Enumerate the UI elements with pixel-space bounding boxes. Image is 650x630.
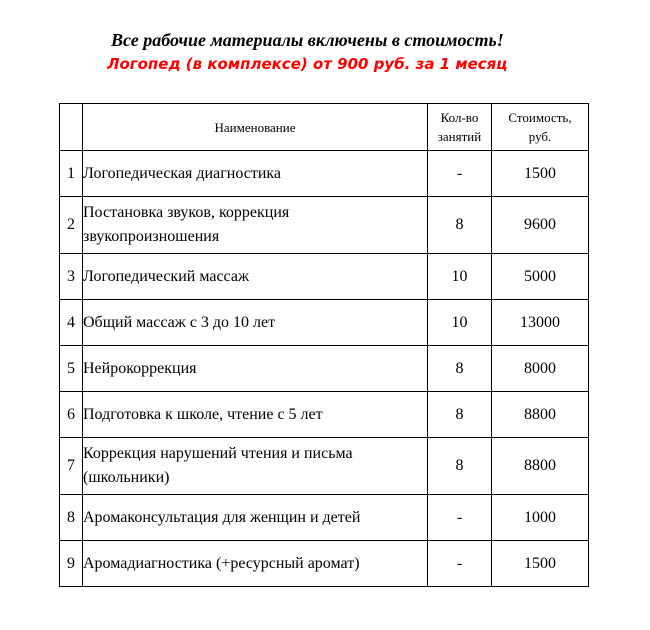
header-quantity bbox=[428, 104, 492, 151]
service-name: Подготовка к школе, чтение с 5 лет bbox=[83, 392, 428, 438]
session-count: 8 bbox=[428, 197, 492, 254]
service-cost: 8800 bbox=[492, 438, 589, 495]
session-count: 10 bbox=[428, 254, 492, 300]
price-table bbox=[59, 103, 589, 587]
table-row bbox=[60, 438, 589, 495]
table-row bbox=[60, 197, 589, 254]
service-name: Аромадиагностика (+ресурсный аромат) bbox=[83, 541, 428, 587]
table-row bbox=[60, 346, 589, 392]
session-count: - bbox=[428, 495, 492, 541]
table-row bbox=[60, 151, 589, 197]
session-count: - bbox=[428, 151, 492, 197]
service-name: Логопедическая диагностика bbox=[83, 151, 428, 197]
service-cost: 8000 bbox=[492, 346, 589, 392]
session-count: 8 bbox=[428, 346, 492, 392]
header-quantity-line1: Кол-во bbox=[440, 110, 479, 125]
service-cost: 13000 bbox=[492, 300, 589, 346]
header-cost-line1: Стоимость, bbox=[508, 110, 572, 125]
session-count: 10 bbox=[428, 300, 492, 346]
service-name: Коррекция нарушений чтения и письма (школьники) bbox=[83, 438, 428, 495]
row-number: 8 bbox=[60, 495, 83, 541]
service-cost: 8800 bbox=[492, 392, 589, 438]
service-name: Нейрокоррекция bbox=[83, 346, 428, 392]
row-number: 4 bbox=[60, 300, 83, 346]
header-number bbox=[60, 104, 83, 151]
header-cost-line2: руб. bbox=[528, 129, 552, 144]
row-number: 9 bbox=[60, 541, 83, 587]
service-cost: 9600 bbox=[492, 197, 589, 254]
materials-included-heading: Все рабочие материалы включены в стоимость! bbox=[111, 30, 504, 50]
session-count: 8 bbox=[428, 438, 492, 495]
service-name: Постановка звуков, коррекция звукопроизношения bbox=[83, 197, 428, 254]
service-name: Общий массаж с 3 до 10 лет bbox=[83, 300, 428, 346]
row-number: 1 bbox=[60, 151, 83, 197]
table-row bbox=[60, 392, 589, 438]
header-quantity-line2: занятий bbox=[437, 129, 482, 144]
service-name: Логопедический массаж bbox=[83, 254, 428, 300]
table-row bbox=[60, 254, 589, 300]
row-number: 7 bbox=[60, 438, 83, 495]
service-name: Аромаконсультация для женщин и детей bbox=[83, 495, 428, 541]
table-header-row bbox=[60, 104, 589, 151]
table-row bbox=[60, 300, 589, 346]
service-cost: 1500 bbox=[492, 541, 589, 587]
service-cost: 1000 bbox=[492, 495, 589, 541]
table-row bbox=[60, 541, 589, 587]
speech-therapist-price-note: Логопед (в комплексе) от 900 руб. за 1 месяц bbox=[107, 55, 508, 73]
row-number: 5 bbox=[60, 346, 83, 392]
session-count: 8 bbox=[428, 392, 492, 438]
row-number: 3 bbox=[60, 254, 83, 300]
service-cost: 1500 bbox=[492, 151, 589, 197]
header-cost bbox=[492, 104, 589, 151]
service-cost: 5000 bbox=[492, 254, 589, 300]
session-count: - bbox=[428, 541, 492, 587]
row-number: 2 bbox=[60, 197, 83, 254]
header-name: Наименование bbox=[83, 104, 428, 151]
row-number: 6 bbox=[60, 392, 83, 438]
table-row bbox=[60, 495, 589, 541]
